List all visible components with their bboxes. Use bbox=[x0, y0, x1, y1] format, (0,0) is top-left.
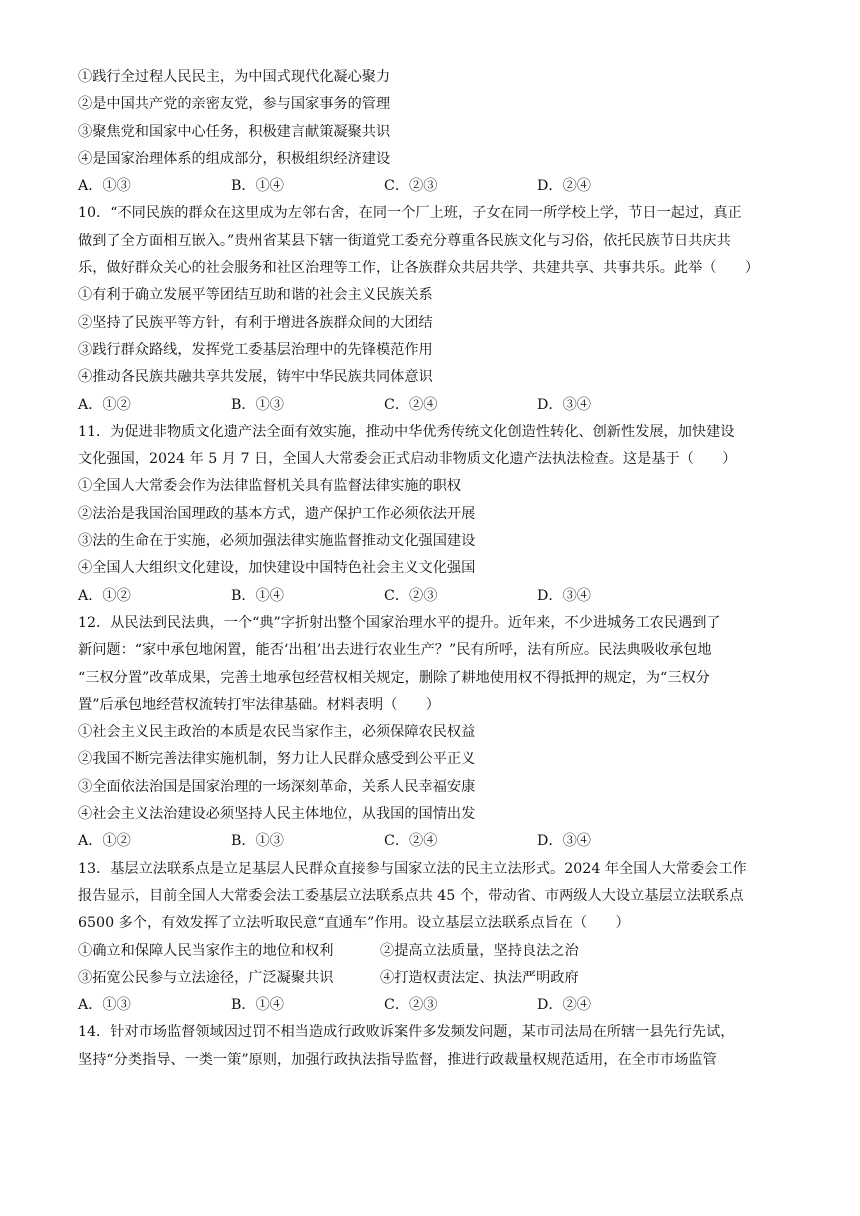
q13-option-d[interactable]: D．②④ bbox=[537, 997, 591, 1014]
q12-option-b[interactable]: B．①③ bbox=[231, 833, 284, 850]
q10-stem-line-3: 乐，做好群众关心的社会服务和社区治理等工作，让各族群众共居共学、共建共享、共事共乐。此举（ ） bbox=[78, 260, 760, 277]
q9-item-4: ④是国家治理体系的组成部分，积极组织经济建设 bbox=[78, 150, 391, 167]
q11-option-d[interactable]: D．③④ bbox=[537, 587, 591, 604]
q11-option-b[interactable]: B．①④ bbox=[231, 587, 284, 604]
q12-option-c[interactable]: C．②④ bbox=[384, 833, 438, 850]
q12-item-4: ④社会主义法治建设必须坚持人民主体地位，从我国的国情出发 bbox=[78, 806, 476, 823]
q12-item-1: ①社会主义民主政治的本质是农民当家作主，必须保障农民权益 bbox=[78, 724, 476, 741]
q14-stem-line-2: 坚持“分类指导、一类一策”原则，加强行政执法指导监督，推进行政裁量权规范适用，在全市市场监管 bbox=[78, 1051, 717, 1068]
question-12 bbox=[78, 610, 788, 856]
q11-item-2: ②法治是我国治国理政的基本方式，遗产保护工作必须依法开展 bbox=[78, 505, 476, 522]
q13-option-b[interactable]: B．①④ bbox=[231, 997, 284, 1014]
q12-item-3: ③全面依法治国是国家治理的一场深刻革命，关系人民幸福安康 bbox=[78, 778, 476, 795]
q11-stem-line-2: 文化强国，2024 年 5 月 7 日，全国人大常委会正式启动非物质文化遗产法执法检查。这是基于（ ） bbox=[78, 451, 737, 468]
q13-items-row-1 bbox=[78, 938, 788, 965]
q13-item-3: ③拓宽公民参与立法途径，广泛凝聚共识 bbox=[78, 969, 334, 986]
question-9 bbox=[78, 64, 788, 200]
q13-item-4: ④打造权责法定、执法严明政府 bbox=[380, 969, 579, 986]
q9-option-c[interactable]: C．②③ bbox=[384, 178, 438, 195]
q14-stem-line-1: 14．针对市场监督领域因过罚不相当造成行政败诉案件多发频发问题，某市司法局在所辖一县先行先试， bbox=[78, 1024, 735, 1041]
q13-stem-line-3: 6500 多个，有效发挥了立法听取民意“直通车”作用。设立基层立法联系点旨在（ ） bbox=[78, 915, 630, 932]
q13-stem-line-2: 报告显示，目前全国人大常委会法工委基层立法联系点共 45 个，带动省、市两级人大设立基层立法联系点 bbox=[78, 887, 744, 904]
q11-item-1: ①全国人大常委会作为法律监督机关具有监督法律实施的职权 bbox=[78, 478, 462, 495]
q9-option-b[interactable]: B．①④ bbox=[231, 178, 284, 195]
q10-options bbox=[78, 392, 788, 419]
q10-item-1: ①有利于确立发展平等团结互助和谐的社会主义民族关系 bbox=[78, 287, 433, 304]
q12-stem-line-4: 置”后承包地经营权流转打牢法律基础。材料表明（ ） bbox=[78, 696, 440, 713]
q9-item-1: ①践行全过程人民民主，为中国式现代化凝心聚力 bbox=[78, 69, 391, 85]
q10-item-2: ②坚持了民族平等方针，有利于增进各族群众间的大团结 bbox=[78, 314, 433, 331]
question-11 bbox=[78, 419, 788, 610]
q10-option-d[interactable]: D．③④ bbox=[537, 396, 591, 413]
q12-stem-line-3: “三权分置”改革成果，完善土地承包经营权相关规定，删除了耕地使用权不得抵押的规定，为“三权分 bbox=[78, 669, 710, 686]
q10-stem-line-2: 做到了全方面相互嵌入。”贵州省某县下辖一街道党工委充分尊重各民族文化与习俗，依托民族节日共庆共 bbox=[78, 232, 731, 249]
q10-option-a[interactable]: A．①② bbox=[78, 396, 131, 413]
question-13 bbox=[78, 856, 788, 1020]
q10-item-3: ③践行群众路线，发挥党工委基层治理中的先锋模范作用 bbox=[78, 341, 433, 358]
q11-option-c[interactable]: C．②③ bbox=[384, 587, 438, 604]
q9-option-a[interactable]: A．①③ bbox=[78, 178, 131, 195]
q9-item-2: ②是中国共产党的亲密友党，参与国家事务的管理 bbox=[78, 96, 391, 113]
q13-item-2: ②提高立法质量，坚持良法之治 bbox=[380, 942, 579, 959]
exam-page bbox=[78, 64, 788, 1074]
q11-item-3: ③法的生命在于实施，必须加强法律实施监督推动文化强国建设 bbox=[78, 533, 476, 550]
q11-item-4: ④全国人大组织文化建设，加快建设中国特色社会主义文化强国 bbox=[78, 560, 476, 577]
q10-option-b[interactable]: B．①③ bbox=[231, 396, 284, 413]
q12-option-d[interactable]: D．③④ bbox=[537, 833, 591, 850]
q11-stem-line-1: 11．为促进非物质文化遗产法全面有效实施，推动中华优秀传统文化创造性转化、创新性发展，加快建设 bbox=[78, 423, 735, 440]
q13-option-a[interactable]: A．①③ bbox=[78, 997, 131, 1014]
q12-stem-line-2: 新问题：“家中承包地闲置，能否‘出租’出去进行农业生产？”民有所呼，法有所应。民法典吸收承包地 bbox=[78, 642, 712, 659]
q13-option-c[interactable]: C．②③ bbox=[384, 997, 438, 1014]
q12-stem-line-1: 12．从民法到民法典，一个“典”字折射出整个国家治理水平的提升。近年来，不少进城务工农民遇到了 bbox=[78, 614, 721, 631]
q12-options bbox=[78, 828, 788, 855]
q12-item-2: ②我国不断完善法律实施机制，努力让人民群众感受到公平正义 bbox=[78, 751, 476, 768]
q9-options bbox=[78, 173, 788, 200]
question-14 bbox=[78, 1019, 788, 1074]
q13-options bbox=[78, 992, 788, 1019]
q13-items-row-2 bbox=[78, 965, 788, 992]
q13-item-1: ①确立和保障人民当家作主的地位和权利 bbox=[78, 942, 334, 959]
q13-stem-line-1: 13．基层立法联系点是立足基层人民群众直接参与国家立法的民主立法形式。2024 年全国人大常委会工作 bbox=[78, 860, 747, 877]
q10-option-c[interactable]: C．②④ bbox=[384, 396, 438, 413]
q10-item-4: ④推动各民族共融共享共发展，铸牢中华民族共同体意识 bbox=[78, 369, 433, 386]
q9-item-3: ③聚焦党和国家中心任务，积极建言献策凝聚共识 bbox=[78, 123, 391, 140]
q10-stem-line-1: 10．“不同民族的群众在这里成为左邻右舍，在同一个厂上班，子女在同一所学校上学，节日一起过，真正 bbox=[78, 205, 742, 222]
q11-options bbox=[78, 583, 788, 610]
q11-option-a[interactable]: A．①② bbox=[78, 587, 131, 604]
q9-option-d[interactable]: D．②④ bbox=[537, 178, 591, 195]
q12-option-a[interactable]: A．①② bbox=[78, 833, 131, 850]
question-10 bbox=[78, 200, 788, 418]
